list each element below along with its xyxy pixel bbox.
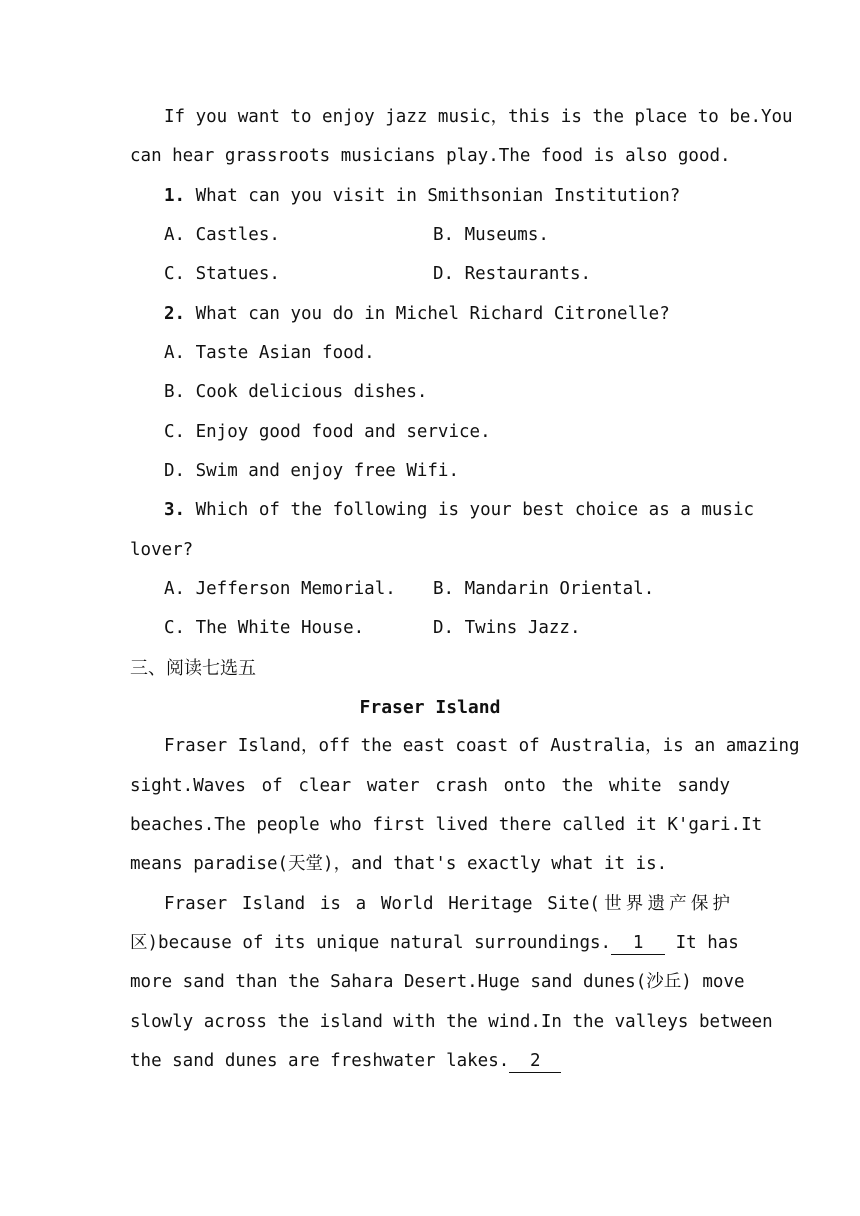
question-number: 1.: [164, 186, 186, 206]
option-1c: C. Statues.: [164, 264, 280, 284]
option-3c: C. The White House.: [164, 618, 365, 638]
option-1b: B. Museums.: [433, 225, 549, 245]
passage-line: can hear grassroots musicians play.The food is also good.: [130, 146, 731, 166]
article-line: beaches.The people who first lived there called it K'gari.It: [130, 815, 763, 835]
option-2b: B. Cook delicious dishes.: [164, 382, 428, 402]
text-span: )because of its unique natural surroundings.: [147, 933, 612, 953]
article-title: Fraser Island: [359, 697, 501, 718]
article-line: [130, 924, 739, 963]
option-3a: A. Jefferson Memorial.: [164, 579, 396, 599]
text-span: ) move: [681, 972, 745, 992]
option-2d: D. Swim and enjoy free Wifi.: [164, 461, 460, 481]
answer-blank-1[interactable]: 1: [611, 932, 665, 955]
question-text: What can you do in Michel Richard Citronelle?: [195, 304, 670, 324]
question-3: [164, 491, 755, 530]
answer-blank-2[interactable]: 2: [509, 1050, 561, 1073]
question-number: 2.: [164, 304, 186, 324]
question-1: [164, 177, 730, 216]
option-2c: C. Enjoy good food and service.: [164, 422, 491, 442]
option-2a: A. Taste Asian food.: [164, 343, 375, 363]
option-3d: D. Twins Jazz.: [433, 618, 581, 638]
question-text: What can you visit in Smithsonian Institution?: [195, 186, 681, 206]
article-line: [130, 963, 745, 1002]
text-span: It has: [665, 933, 739, 953]
article-line: [164, 885, 730, 924]
text-span: the sand dunes are freshwater lakes.: [130, 1051, 510, 1071]
article-line: [130, 1042, 730, 1081]
article-line: slowly across the island with the wind.In the valleys between: [130, 1012, 773, 1032]
gloss-chinese: 区: [130, 933, 148, 953]
gloss-chinese: 沙丘: [646, 972, 682, 992]
option-1a: A. Castles.: [164, 225, 280, 245]
article-line: Fraser Island，off the east coast of Australia，is an amazing: [164, 736, 800, 756]
text-span: means paradise(: [130, 854, 289, 874]
gloss-chinese: 天堂: [288, 854, 324, 874]
question-3-continued: lover?: [130, 540, 194, 560]
gloss-chinese: 世界遗产保护: [599, 894, 730, 914]
text-span: )，and that's exactly what it is.: [323, 854, 668, 874]
question-text: Which of the following is your best choice as a music: [195, 500, 755, 520]
option-3b: B. Mandarin Oriental.: [433, 579, 655, 599]
article-line: sight.Waves of clear water crash onto the white sandy: [130, 776, 730, 796]
option-1d: D. Restaurants.: [433, 264, 592, 284]
question-number: 3.: [164, 500, 186, 520]
passage-line: If you want to enjoy jazz music，this is the place to be.You: [164, 107, 793, 127]
text-span: Fraser Island is a World Heritage Site(: [164, 894, 600, 914]
text-span: more sand than the Sahara Desert.Huge sand dunes(: [130, 972, 647, 992]
article-line: [130, 845, 730, 884]
question-2: [164, 295, 730, 334]
section-heading: 三、阅读七选五: [130, 658, 256, 679]
